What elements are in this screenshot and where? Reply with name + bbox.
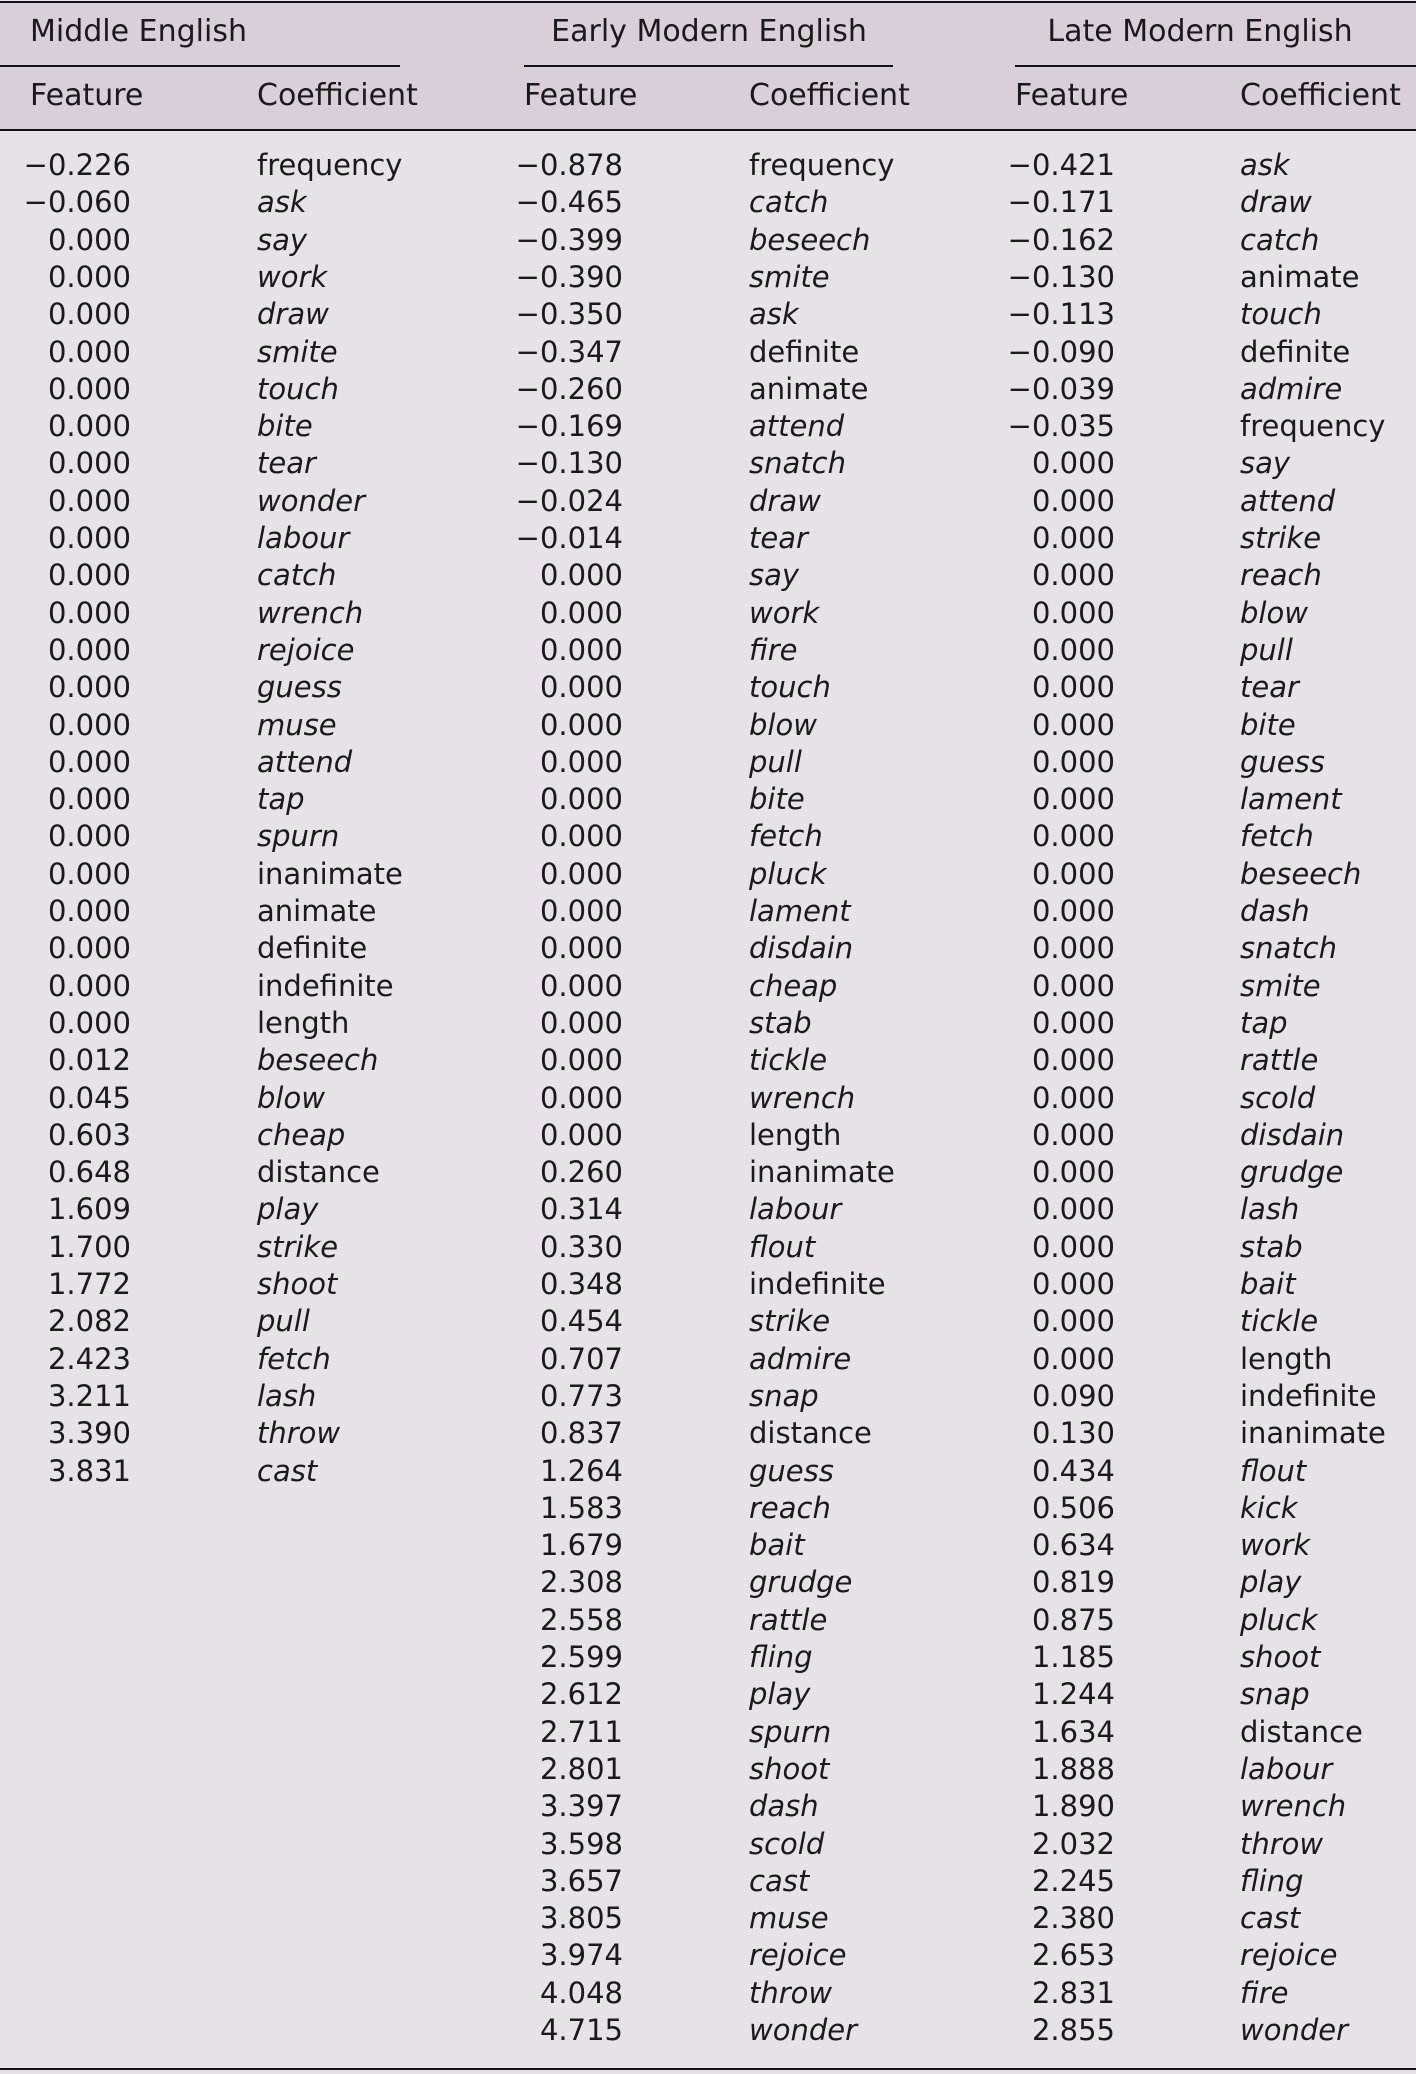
coefficient-value: 0.000 (47, 632, 131, 667)
feature-name: disdain (749, 931, 854, 966)
coefficient-value: 3.598 (539, 1826, 623, 1861)
feature-name: fetch (257, 1341, 331, 1376)
feature-name: smite (1240, 968, 1321, 1003)
coefficient-value: 0.454 (539, 1304, 623, 1339)
feature-name: reach (1240, 558, 1322, 593)
coefficient-value: 0.130 (1031, 1416, 1115, 1451)
coefficient-value: 2.558 (539, 1602, 623, 1637)
coefficient-value: 3.211 (47, 1378, 131, 1413)
coefficient-value: 2.599 (539, 1640, 623, 1674)
coefficient-value: 0.000 (47, 670, 131, 705)
coefficient-value: 0.000 (47, 483, 131, 518)
coefficient-value: 0.000 (539, 595, 623, 630)
coefficient-value: 0.000 (539, 782, 623, 817)
coefficient-value: 0.506 (1031, 1490, 1115, 1525)
feature-name: fetch (1240, 819, 1314, 854)
coefficient-value: 0.090 (1031, 1378, 1115, 1413)
coefficient-value: 0.875 (1031, 1602, 1115, 1637)
coefficient-value: 0.000 (47, 894, 131, 928)
feature-name: tickle (1240, 1304, 1319, 1339)
feature-name: ask (1240, 148, 1290, 182)
coefficient-value: 0.707 (539, 1341, 623, 1376)
coefficient-value: 0.000 (47, 371, 131, 406)
coefficient-value: 0.000 (47, 744, 131, 779)
feature-name: draw (257, 297, 329, 332)
coefficient-value: 0.000 (47, 334, 131, 369)
coefficient-value: 0.000 (1031, 1192, 1115, 1227)
coefficient-value: 0.000 (1031, 1267, 1115, 1301)
coefficient-value: −0.390 (515, 259, 623, 294)
feature-name: say (749, 558, 800, 593)
feature-name: play (749, 1677, 811, 1712)
coefficient-value: 0.000 (539, 707, 623, 742)
coefficient-value: −0.130 (515, 446, 623, 481)
table-header-rule (0, 129, 1416, 131)
feature-name: shoot (1240, 1640, 1321, 1674)
feature-name: rattle (1240, 1043, 1319, 1078)
feature-name: length (1240, 1341, 1333, 1376)
coefficient-value: 0.330 (539, 1229, 623, 1264)
feature-name: spurn (749, 1714, 832, 1749)
feature-name: bite (1240, 707, 1296, 742)
coefficient-value: −0.130 (1007, 259, 1115, 294)
coefficient-value: 0.000 (539, 968, 623, 1003)
column-header-feature: Feature (30, 78, 144, 113)
feature-name: lash (1240, 1192, 1300, 1227)
feature-name: pull (1240, 632, 1293, 667)
coefficient-value: −0.878 (515, 148, 623, 182)
feature-name: smite (257, 334, 338, 369)
feature-name: admire (1240, 371, 1343, 406)
feature-name: indefinite (1240, 1378, 1377, 1413)
period-span-rule (0, 65, 400, 67)
coefficient-value: 1.888 (1031, 1751, 1115, 1786)
feature-name: flout (1240, 1453, 1307, 1488)
coefficient-value: 0.000 (47, 521, 131, 555)
coefficient-value: 2.831 (1031, 1975, 1115, 2010)
coefficient-value: 0.000 (1031, 931, 1115, 966)
coefficient-value: 1.264 (539, 1453, 623, 1488)
feature-name: say (257, 222, 308, 257)
column-header-coefficient: Coefficient (257, 78, 418, 113)
coefficient-value: 0.000 (47, 819, 131, 854)
feature-name: fire (1240, 1975, 1289, 2010)
coefficient-value: 3.831 (47, 1453, 131, 1488)
table-top-rule (0, 1, 1416, 3)
coefficient-value: 0.000 (539, 558, 623, 593)
feature-name: cast (1240, 1901, 1301, 1936)
feature-name: stab (1240, 1229, 1303, 1264)
coefficient-value: 0.000 (1031, 595, 1115, 630)
feature-name: rejoice (1240, 1938, 1338, 1973)
feature-name: catch (257, 558, 337, 593)
coefficient-value: −0.090 (1007, 334, 1115, 369)
coefficient-value: −0.035 (1007, 409, 1115, 444)
coefficient-value: −0.162 (1007, 222, 1115, 257)
coefficient-value: 0.000 (1031, 1117, 1115, 1152)
feature-name: pluck (749, 856, 827, 891)
feature-name: draw (1240, 185, 1312, 220)
coefficient-value: 0.000 (47, 446, 131, 481)
feature-name: animate (749, 371, 869, 406)
period-span-rule (524, 65, 893, 67)
coefficient-value: 2.308 (539, 1565, 623, 1600)
feature-name: pull (257, 1304, 310, 1339)
feature-name: touch (1240, 297, 1322, 332)
coefficient-value: 0.000 (1031, 483, 1115, 518)
feature-name: distance (1240, 1714, 1363, 1749)
coefficient-value: 0.000 (1031, 1080, 1115, 1115)
coefficient-value: 2.032 (1031, 1826, 1115, 1861)
feature-name: muse (257, 707, 337, 742)
feature-name: fling (1240, 1863, 1304, 1898)
coefficient-value: 3.805 (539, 1901, 623, 1936)
coefficient-value: 0.000 (1031, 558, 1115, 593)
coefficient-value: 0.000 (47, 259, 131, 294)
feature-name: wonder (1240, 2013, 1349, 2047)
coefficient-value: 0.000 (47, 968, 131, 1003)
coefficient-value: −0.347 (515, 334, 623, 369)
coefficient-value: 0.000 (539, 1117, 623, 1152)
feature-name: inanimate (1240, 1416, 1386, 1451)
feature-name: distance (257, 1155, 380, 1190)
feature-name: spurn (257, 819, 340, 854)
coefficient-value: 0.000 (1031, 670, 1115, 705)
coefficient-value: 0.000 (1031, 744, 1115, 779)
table-bottom-rule (0, 2068, 1416, 2070)
feature-name: length (257, 1005, 350, 1040)
coefficient-value: 0.012 (47, 1043, 131, 1078)
coefficient-value: 2.653 (1031, 1938, 1115, 1973)
feature-name: shoot (257, 1267, 338, 1301)
coefficient-value: 0.000 (1031, 968, 1115, 1003)
feature-name: inanimate (257, 856, 403, 891)
feature-name: indefinite (257, 968, 394, 1003)
coefficient-value: 2.711 (539, 1714, 623, 1749)
feature-name: smite (749, 259, 830, 294)
coefficient-value: 2.245 (1031, 1863, 1115, 1898)
coefficient-value: −0.060 (23, 185, 131, 220)
coefficient-value: 0.000 (539, 670, 623, 705)
feature-name: reach (749, 1490, 831, 1525)
coefficient-value: 0.000 (539, 856, 623, 891)
feature-name: wrench (1240, 1789, 1347, 1824)
coefficient-value: 0.000 (1031, 782, 1115, 817)
coefficient-value: 2.855 (1031, 2013, 1115, 2047)
coefficient-value: 0.000 (539, 931, 623, 966)
feature-name: attend (257, 744, 353, 779)
coefficient-value: 0.000 (47, 1005, 131, 1040)
feature-name: tickle (749, 1043, 828, 1078)
coefficient-value: −0.024 (515, 483, 623, 518)
feature-name: pull (749, 744, 802, 779)
feature-name: say (1240, 446, 1291, 481)
coefficient-value: −0.171 (1007, 185, 1115, 220)
feature-name: blow (749, 707, 817, 742)
coefficient-value: 0.819 (1031, 1565, 1115, 1600)
coefficient-value: 0.000 (1031, 521, 1115, 555)
feature-name: tear (257, 446, 316, 481)
coefficient-value: 1.772 (47, 1267, 131, 1301)
feature-name: tap (257, 782, 305, 817)
coefficient-value: 0.000 (539, 894, 623, 928)
coefficient-value: 3.657 (539, 1863, 623, 1898)
coefficient-value: 0.045 (47, 1080, 131, 1115)
coefficient-value: 0.000 (47, 707, 131, 742)
feature-name: tear (1240, 670, 1299, 705)
feature-name: beseech (257, 1043, 379, 1078)
coefficient-value: 2.423 (47, 1341, 131, 1376)
feature-name: wonder (749, 2013, 858, 2047)
feature-name: snap (1240, 1677, 1310, 1712)
coefficient-value: 3.397 (539, 1789, 623, 1824)
feature-name: throw (1240, 1826, 1324, 1861)
feature-name: definite (257, 931, 368, 966)
coefficient-value: −0.465 (515, 185, 623, 220)
feature-name: bait (1240, 1267, 1296, 1301)
feature-name: definite (1240, 334, 1351, 369)
feature-name: muse (749, 1901, 829, 1936)
coefficient-value: −0.350 (515, 297, 623, 332)
coefficient-value: 0.648 (47, 1155, 131, 1190)
coefficient-value: 0.000 (47, 409, 131, 444)
coefficient-value: 0.000 (539, 1080, 623, 1115)
feature-name: bite (749, 782, 805, 817)
coefficient-value: −0.260 (515, 371, 623, 406)
feature-name: blow (257, 1080, 325, 1115)
coefficient-value: 1.244 (1031, 1677, 1115, 1712)
feature-name: fetch (749, 819, 823, 854)
feature-name: frequency (257, 148, 403, 182)
feature-name: labour (257, 521, 350, 555)
feature-name: catch (749, 185, 829, 220)
coefficient-value: 0.000 (47, 297, 131, 332)
coefficient-value: 1.185 (1031, 1640, 1115, 1674)
feature-name: attend (1240, 483, 1336, 518)
feature-name: guess (257, 670, 342, 705)
period-title: Middle English (30, 14, 247, 49)
feature-name: throw (257, 1416, 341, 1451)
coefficient-value: −0.014 (515, 521, 623, 555)
feature-name: fire (749, 632, 798, 667)
coefficient-value: 0.000 (47, 782, 131, 817)
feature-name: touch (257, 371, 339, 406)
feature-name: length (749, 1117, 842, 1152)
coefficient-value: 0.000 (47, 931, 131, 966)
feature-name: labour (1240, 1751, 1333, 1786)
feature-name: throw (749, 1975, 833, 2010)
feature-name: admire (749, 1341, 852, 1376)
feature-name: snap (749, 1378, 819, 1413)
feature-name: frequency (1240, 409, 1386, 444)
coefficient-value: 2.801 (539, 1751, 623, 1786)
feature-name: indefinite (749, 1267, 886, 1301)
feature-name: wrench (749, 1080, 856, 1115)
coefficient-value: 1.583 (539, 1490, 623, 1525)
coefficient-value: 0.000 (539, 1043, 623, 1078)
feature-name: fling (749, 1640, 813, 1674)
feature-name: blow (1240, 595, 1308, 630)
coefficient-value: 2.082 (47, 1304, 131, 1339)
feature-name: labour (749, 1192, 842, 1227)
coefficient-value: 0.000 (1031, 1304, 1115, 1339)
feature-name: lash (257, 1378, 317, 1413)
feature-name: rejoice (257, 632, 355, 667)
coefficient-value: 0.000 (539, 632, 623, 667)
feature-name: stab (749, 1005, 812, 1040)
coefficient-value: 4.048 (539, 1975, 623, 2010)
coefficient-value: 0.000 (47, 558, 131, 593)
feature-name: ask (749, 297, 799, 332)
period-title: Early Modern English (551, 14, 867, 49)
feature-name: bait (749, 1528, 805, 1563)
feature-name: beseech (749, 222, 871, 257)
coefficient-value: 0.348 (539, 1267, 623, 1301)
feature-name: frequency (749, 148, 895, 182)
coefficient-value: 1.634 (1031, 1714, 1115, 1749)
feature-name: lament (1240, 782, 1342, 817)
coefficient-value: 2.380 (1031, 1901, 1115, 1936)
feature-name: disdain (1240, 1117, 1345, 1152)
column-header-feature: Feature (1015, 78, 1129, 113)
coefficient-value: 1.700 (47, 1229, 131, 1264)
coefficient-value: 0.000 (1031, 856, 1115, 891)
feature-name: attend (749, 409, 845, 444)
feature-name: flout (749, 1229, 816, 1264)
feature-name: dash (749, 1789, 819, 1824)
column-header-coefficient: Coefficient (749, 78, 910, 113)
column-header-coefficient: Coefficient (1240, 78, 1401, 113)
feature-name: touch (749, 670, 831, 705)
feature-name: tear (749, 521, 808, 555)
period-title: Late Modern English (1047, 14, 1353, 49)
coefficient-value: 0.000 (1031, 707, 1115, 742)
coefficient-value: 0.000 (1031, 446, 1115, 481)
coefficient-value: 0.000 (1031, 1005, 1115, 1040)
feature-name: animate (257, 894, 377, 928)
feature-name: cast (257, 1453, 318, 1488)
coefficient-value: 0.260 (539, 1155, 623, 1190)
feature-name: wonder (257, 483, 366, 518)
feature-name: scold (1240, 1080, 1316, 1115)
coefficient-value: 0.000 (539, 744, 623, 779)
feature-name: snatch (1240, 931, 1337, 966)
coefficient-value: 0.434 (1031, 1453, 1115, 1488)
feature-name: guess (1240, 744, 1325, 779)
coefficient-value: −0.113 (1007, 297, 1115, 332)
coefficient-value: 0.773 (539, 1378, 623, 1413)
coefficient-value: 0.603 (47, 1117, 131, 1152)
coefficient-value: −0.169 (515, 409, 623, 444)
feature-name: rejoice (749, 1938, 847, 1973)
feature-name: cheap (749, 968, 838, 1003)
column-header-feature: Feature (524, 78, 638, 113)
feature-name: scold (749, 1826, 825, 1861)
feature-name: grudge (1240, 1155, 1344, 1190)
coefficient-value: 1.609 (47, 1192, 131, 1227)
coefficient-value: 3.390 (47, 1416, 131, 1451)
coefficient-value: 0.000 (47, 595, 131, 630)
feature-name: ask (257, 185, 307, 220)
coefficient-value: 0.000 (47, 856, 131, 891)
coefficient-value: −0.039 (1007, 371, 1115, 406)
feature-name: rattle (749, 1602, 828, 1637)
feature-name: cheap (257, 1117, 346, 1152)
feature-name: draw (749, 483, 821, 518)
feature-name: animate (1240, 259, 1360, 294)
coefficient-value: −0.226 (23, 148, 131, 182)
coefficient-value: 0.634 (1031, 1528, 1115, 1563)
coefficient-value: 0.000 (1031, 1043, 1115, 1078)
feature-name: tap (1240, 1005, 1288, 1040)
coefficient-value: 0.000 (1031, 632, 1115, 667)
feature-name: definite (749, 334, 860, 369)
coefficient-value: −0.421 (1007, 148, 1115, 182)
feature-name: catch (1240, 222, 1320, 257)
coefficient-value: 0.000 (1031, 1341, 1115, 1376)
feature-name: wrench (257, 595, 364, 630)
feature-name: inanimate (749, 1155, 895, 1190)
feature-name: strike (1240, 521, 1322, 555)
feature-name: kick (1240, 1490, 1298, 1525)
feature-name: dash (1240, 894, 1310, 928)
feature-name: guess (749, 1453, 834, 1488)
coefficient-value: 2.612 (539, 1677, 623, 1712)
feature-name: play (1240, 1565, 1302, 1600)
coefficient-value: 0.837 (539, 1416, 623, 1451)
coefficient-value: 0.000 (539, 819, 623, 854)
feature-name: distance (749, 1416, 872, 1451)
feature-name: pluck (1240, 1602, 1318, 1637)
feature-name: bite (257, 409, 313, 444)
coefficient-value: 0.000 (1031, 894, 1115, 928)
feature-name: grudge (749, 1565, 853, 1600)
coefficient-value: 0.000 (47, 222, 131, 257)
feature-name: lament (749, 894, 851, 928)
feature-name: work (257, 259, 328, 294)
coefficient-value: 1.890 (1031, 1789, 1115, 1824)
feature-name: cast (749, 1863, 810, 1898)
feature-name: strike (257, 1229, 339, 1264)
feature-name: shoot (749, 1751, 830, 1786)
coefficient-value: 0.000 (539, 1005, 623, 1040)
coefficient-value: 1.679 (539, 1528, 623, 1563)
coefficient-value: 0.314 (539, 1192, 623, 1227)
coefficient-value: 3.974 (539, 1938, 623, 1973)
feature-name: beseech (1240, 856, 1362, 891)
coefficient-value: 4.715 (539, 2013, 623, 2047)
feature-name: strike (749, 1304, 831, 1339)
coefficient-value: 0.000 (1031, 819, 1115, 854)
feature-name: play (257, 1192, 319, 1227)
feature-name: work (1240, 1528, 1311, 1563)
feature-name: snatch (749, 446, 846, 481)
coefficient-value: 0.000 (1031, 1229, 1115, 1264)
coefficient-value: −0.399 (515, 222, 623, 257)
period-span-rule (1015, 65, 1416, 67)
coefficient-value: 0.000 (1031, 1155, 1115, 1190)
feature-name: work (749, 595, 820, 630)
